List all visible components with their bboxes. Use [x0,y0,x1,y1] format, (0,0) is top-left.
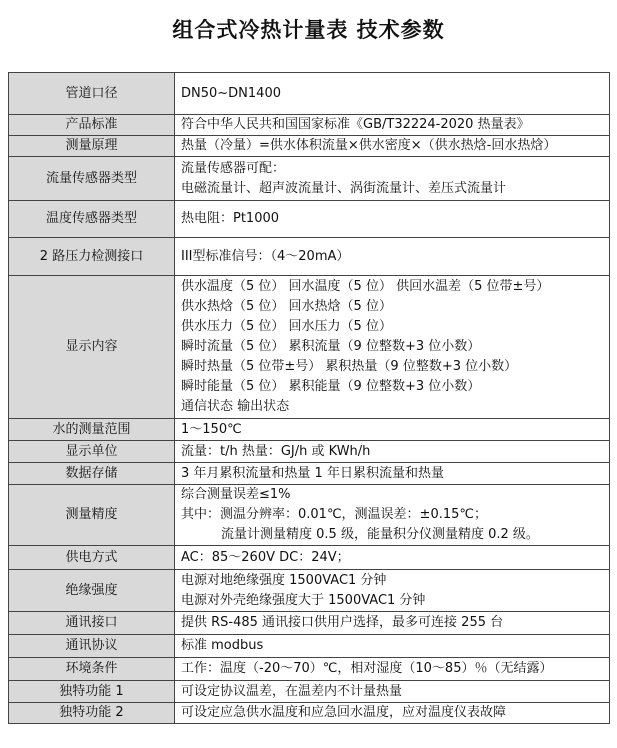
value-line: III型标准信号：（4～20mA） [181,248,350,264]
row-label: 数据存储 [9,463,175,485]
row-value [175,238,610,276]
row-label: 环境条件 [9,658,175,681]
row-value [175,276,610,419]
value-line: DN50~DN1400 [181,85,281,101]
row-label: 温度传感器类型 [9,201,175,238]
spec-table [8,72,610,724]
table-row [9,441,610,463]
page-title: 组合式冷热计量表 技术参数 [172,17,445,42]
row-value [175,570,610,612]
value-line: 瞬时热量（5 位带±号） 累积热量（9 位整数+3 位小数） [181,359,518,374]
value-line: 电源对外壳绝缘强度大于 1500VAC1 分钟 [181,592,426,608]
row-value [175,635,610,658]
table-row [9,115,610,136]
row-value [175,681,610,703]
row-label: 独特功能 1 [9,681,175,703]
value-line: 标准 modbus [181,638,264,653]
value-line: 电磁流量计、超声波流量计、涡街流量计、差压式流量计 [181,180,507,196]
row-value [175,485,610,546]
table-row [9,238,610,276]
row-label: 通讯接口 [9,612,175,635]
row-value [175,612,610,635]
value-line: 其中：测温分辨率：0.01℃，测温误差：±0.15℃； [181,507,487,522]
table-row [9,485,610,546]
row-label: 产品标准 [9,115,175,136]
table-row [9,73,610,115]
value-line: 工作：温度（-20～70）℃，相对湿度（10～85）％（无结露） [181,661,553,676]
value-line: AC：85～260V DC：24V； [181,549,350,565]
value-line: 可设定协议温差，在温差内不计量热量 [181,683,403,699]
row-label: 供电方式 [9,546,175,570]
row-label: 通讯协议 [9,635,175,658]
row-label: 水的测量范围 [9,419,175,441]
value-line: 瞬时能量（5 位） 累积能量（9 位整数+3 位小数） [181,379,481,394]
row-label: 显示单位 [9,441,175,463]
value-line: 供水压力（5 位） 回水压力（5 位） [181,319,392,334]
value-line: 瞬时流量（5 位） 累积流量（9 位整数+3 位小数） [181,339,481,354]
row-label: 管道口径 [9,73,175,115]
row-label: 显示内容 [9,276,175,419]
row-label: 流量传感器类型 [9,157,175,201]
table-row [9,419,610,441]
table-row [9,703,610,724]
row-label: 2 路压力检测接口 [9,238,175,276]
row-value [175,419,610,441]
table-row [9,546,610,570]
value-line: 提供 RS-485 通讯接口供用户选择，最多可连接 255 台 [181,615,504,630]
value-line: 流量计测量精度 0.5 级，能量积分仪测量精度 0.2 级。 [221,527,539,542]
value-line: 流量：t/h 热量：GJ/h 或 KWh/h [181,443,371,459]
value-line: 符合中华人民共和国国家标准《GB/T32224-2020 热量表》 [181,117,530,132]
row-value [175,73,610,115]
table-row [9,612,610,635]
row-value [175,703,610,724]
value-line: 供水温度（5 位） 回水温度（5 位） 供回水温差（5 位带±号） [181,279,550,294]
table-row [9,201,610,238]
row-value [175,201,610,238]
row-label: 测量原理 [9,136,175,157]
value-line: 热量（冷量）=供水体积流量×供水密度×（供水热焓-回水热焓） [181,138,557,153]
row-value [175,463,610,485]
value-line: 供水热焓（5 位） 回水热焓（5 位） [181,299,392,314]
row-label: 测量精度 [9,485,175,546]
value-line: 1～150℃ [181,421,242,437]
row-value [175,115,610,136]
table-row [9,570,610,612]
row-value [175,157,610,201]
row-label: 绝缘强度 [9,570,175,612]
value-line: 热电阻：Pt1000 [181,211,280,226]
value-line: 通信状态 输出状态 [181,399,290,414]
table-row [9,136,610,157]
table-row [9,276,610,419]
table-row [9,463,610,485]
table-row [9,635,610,658]
row-value [175,441,610,463]
table-row [9,157,610,201]
value-line: 电源对地绝缘强度 1500VAC1 分钟 [181,572,387,588]
value-line: 3 年月累积流量和热量 1 年日累积流量和热量 [181,465,444,481]
value-line: 可设定应急供水温度和应急回水温度，应对温度仪表故障 [181,705,507,720]
value-line: 流量传感器可配： [181,160,286,176]
value-line: 综合测量误差≤1% [181,487,291,502]
table-row [9,681,610,703]
row-value [175,658,610,681]
row-value [175,136,610,157]
table-row [9,658,610,681]
row-label: 独特功能 2 [9,703,175,724]
row-value [175,546,610,570]
